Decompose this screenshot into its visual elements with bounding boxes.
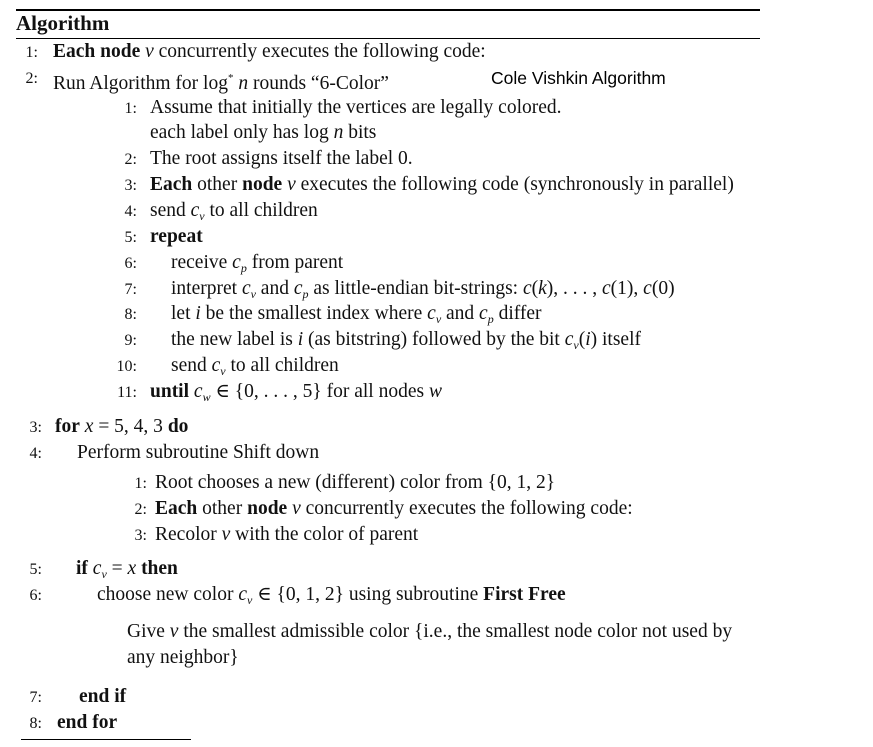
- line-number: 6:: [29, 587, 42, 604]
- line-number: 9:: [124, 332, 137, 349]
- line-text: Each node v concurrently executes the following code:: [53, 41, 486, 62]
- line-text: Each other node v executes the following code (synchronously in parallel): [150, 174, 734, 195]
- line-text: Root chooses a new (different) color from {0, 1, 2}: [155, 472, 556, 493]
- line-number: 4:: [29, 445, 42, 462]
- line-number: 8:: [29, 715, 42, 732]
- line-text: The root assigns itself the label 0.: [150, 148, 413, 169]
- line-text: receive $c_p$ from parent: [171, 252, 344, 275]
- top-rule-ext: [16, 9, 760, 11]
- line-text: Recolor v with the color of parent: [155, 524, 419, 545]
- line-number: 3:: [29, 419, 42, 436]
- line-text: choose new color $c_v$ ∈ {0, 1, 2} using subroutine First Free: [97, 584, 566, 607]
- first-free-description-line-1: Give v the smallest admissible color {i.e., the smallest node color not used by: [127, 621, 733, 642]
- line-text: Each other node v concurrently executes the following code:: [155, 498, 633, 519]
- line-number: 4:: [124, 203, 137, 220]
- line-number: 8:: [124, 306, 137, 323]
- line-number: 10:: [116, 358, 137, 375]
- bottom-rule: [21, 739, 191, 740]
- line-number: 2:: [124, 151, 137, 168]
- line-text: the new label is i (as bitstring) followed by the bit $c_v(i)$ itself: [171, 329, 641, 352]
- line-text: each label only has log n bits: [150, 122, 377, 143]
- line-number: 11:: [117, 384, 137, 401]
- line-text: end if: [79, 686, 127, 707]
- line-text: Run Algorithm for log* n rounds “6-Color”: [53, 72, 389, 94]
- algorithm-title: Algorithm: [16, 11, 110, 35]
- line-number: 6:: [124, 255, 137, 272]
- line-text: if $c_v = x$ then: [76, 558, 178, 581]
- header-rule: [16, 38, 760, 39]
- line-number: 1:: [25, 44, 38, 61]
- line-number: 1:: [124, 100, 137, 117]
- cole-vishkin-annotation: Cole Vishkin Algorithm: [491, 68, 666, 88]
- line-text: Perform subroutine Shift down: [77, 442, 320, 463]
- line-number: 2:: [134, 501, 147, 518]
- line-number: 7:: [29, 689, 42, 706]
- line-number: 3:: [134, 527, 147, 544]
- line-text: send $c_v$ to all children: [150, 200, 318, 223]
- line-text: until $c_w$ ∈ {0, . . . , 5} for all nodes w: [150, 381, 442, 404]
- line-text: end for: [57, 712, 118, 733]
- line-number: 5:: [124, 229, 137, 246]
- line-text: interpret $c_v$ and $c_p$ as little-endian bit-strings: c(k), . . . , c(1), c(0): [171, 278, 675, 301]
- line-number: 3:: [124, 177, 137, 194]
- line-text: send $c_v$ to all children: [171, 355, 339, 378]
- line-number: 1:: [134, 475, 147, 492]
- first-free-description-line-2: any neighbor}: [127, 647, 239, 668]
- line-text: Assume that initially the vertices are legally colored.: [150, 97, 562, 118]
- line-text: repeat: [150, 226, 203, 247]
- line-text: let i be the smallest index where $c_v$ and $c_p$ differ: [171, 303, 542, 326]
- line-number: 7:: [124, 281, 137, 298]
- line-number: 2:: [25, 70, 38, 87]
- line-number: 5:: [29, 561, 42, 578]
- line-text: for x = 5, 4, 3 do: [55, 416, 189, 437]
